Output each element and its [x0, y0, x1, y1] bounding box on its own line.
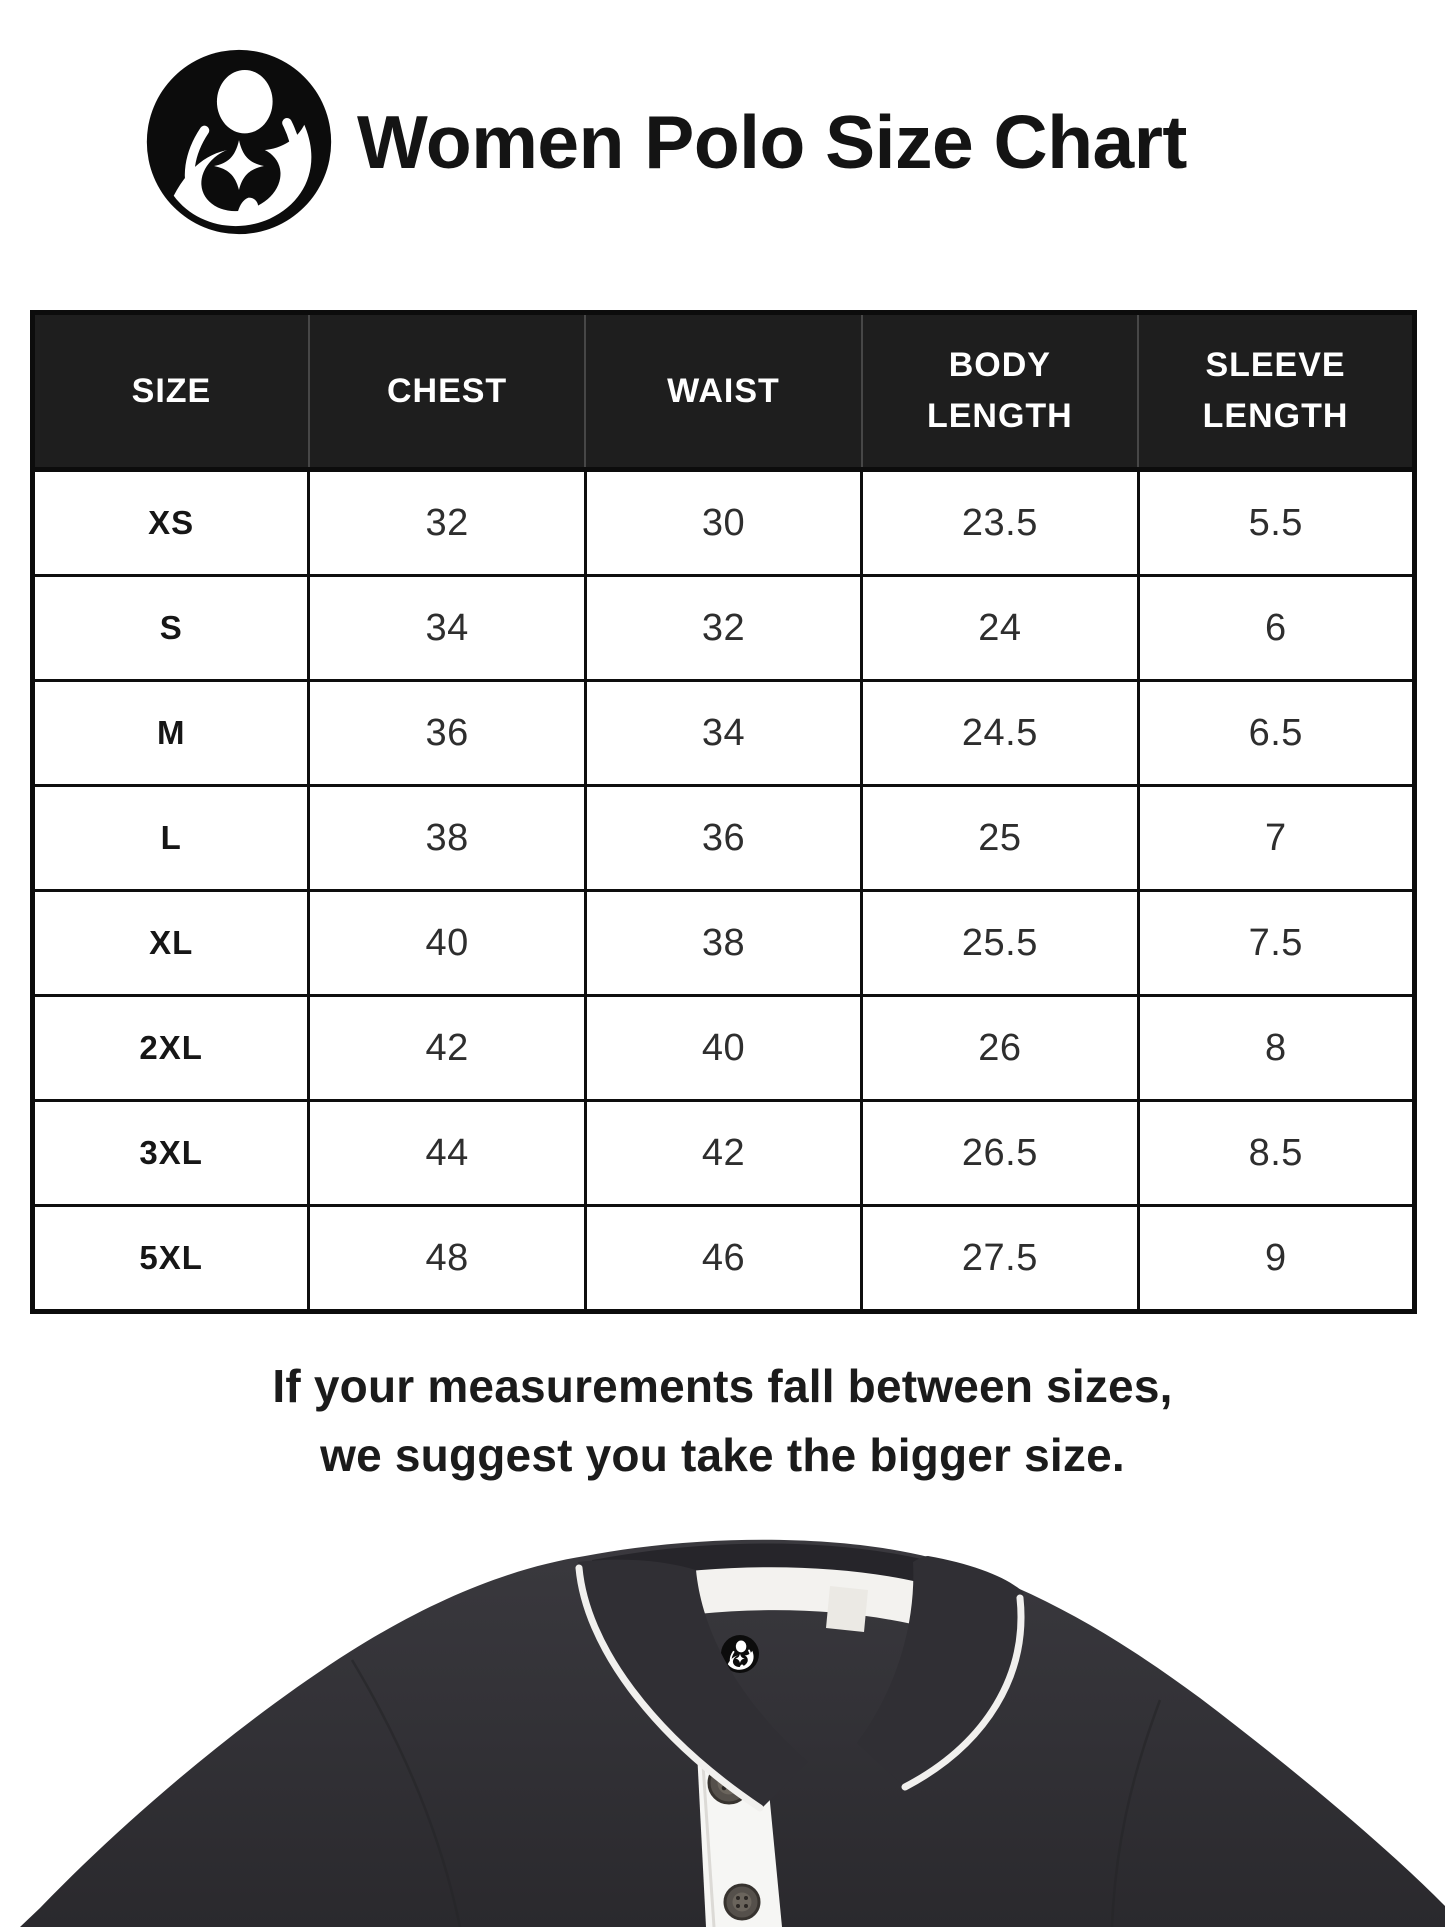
sizing-note-line2: we suggest you take the bigger size. — [320, 1429, 1125, 1481]
chest-cell: 38 — [309, 786, 585, 891]
size-cell: XS — [33, 470, 309, 576]
sizing-note-line1: If your measurements fall between sizes, — [272, 1360, 1173, 1412]
table-header — [33, 313, 1415, 470]
body-length-cell: 25 — [862, 786, 1138, 891]
waist-cell: 46 — [585, 1206, 861, 1312]
sleeve-length-cell: 5.5 — [1138, 470, 1414, 576]
body-length-cell: 27.5 — [862, 1206, 1138, 1312]
size-cell: S — [33, 576, 309, 681]
column-header-sleeve-length: SLEEVE LENGTH — [1138, 313, 1414, 470]
brand-logo-icon — [143, 46, 335, 238]
sizing-note — [0, 1352, 1445, 1490]
body-length-cell: 24.5 — [862, 681, 1138, 786]
table-row — [33, 470, 1415, 576]
table-row — [33, 786, 1415, 891]
sleeve-length-cell: 6.5 — [1138, 681, 1414, 786]
page-title: Women Polo Size Chart — [357, 100, 1187, 184]
waist-cell: 40 — [585, 996, 861, 1101]
table-row — [33, 891, 1415, 996]
polo-shirt-photo — [0, 1520, 1445, 1927]
body-length-cell: 26.5 — [862, 1101, 1138, 1206]
sleeve-length-cell: 8.5 — [1138, 1101, 1414, 1206]
chest-cell: 42 — [309, 996, 585, 1101]
table-row — [33, 996, 1415, 1101]
body-length-cell: 25.5 — [862, 891, 1138, 996]
column-header-body-length: BODY LENGTH — [862, 313, 1138, 470]
table-row — [33, 681, 1415, 786]
size-cell: 2XL — [33, 996, 309, 1101]
body-length-cell: 23.5 — [862, 470, 1138, 576]
column-header-waist: WAIST — [585, 313, 861, 470]
size-cell: M — [33, 681, 309, 786]
chest-cell: 44 — [309, 1101, 585, 1206]
body-length-cell: 26 — [862, 996, 1138, 1101]
sleeve-length-cell: 7.5 — [1138, 891, 1414, 996]
chest-cell: 40 — [309, 891, 585, 996]
button-bottom — [725, 1885, 759, 1919]
sleeve-length-cell: 6 — [1138, 576, 1414, 681]
sleeve-length-cell: 8 — [1138, 996, 1414, 1101]
size-cell: 3XL — [33, 1101, 309, 1206]
column-header-chest: CHEST — [309, 313, 585, 470]
size-cell: 5XL — [33, 1206, 309, 1312]
waist-cell: 42 — [585, 1101, 861, 1206]
sleeve-length-cell: 9 — [1138, 1206, 1414, 1312]
waist-cell: 36 — [585, 786, 861, 891]
size-cell: XL — [33, 891, 309, 996]
waist-cell: 30 — [585, 470, 861, 576]
table-body — [33, 470, 1415, 1312]
waist-cell: 34 — [585, 681, 861, 786]
chest-cell: 36 — [309, 681, 585, 786]
table-row — [33, 1101, 1415, 1206]
waist-cell: 38 — [585, 891, 861, 996]
chest-cell: 34 — [309, 576, 585, 681]
table-row — [33, 1206, 1415, 1312]
body-length-cell: 24 — [862, 576, 1138, 681]
chest-cell: 48 — [309, 1206, 585, 1312]
table-row — [33, 576, 1415, 681]
sleeve-length-cell: 7 — [1138, 786, 1414, 891]
column-header-size: SIZE — [33, 313, 309, 470]
neck-size-tag — [826, 1586, 868, 1632]
chest-cell: 32 — [309, 470, 585, 576]
size-chart-table — [30, 310, 1417, 1314]
page-header — [143, 46, 1187, 238]
waist-cell: 32 — [585, 576, 861, 681]
size-cell: L — [33, 786, 309, 891]
header-row — [33, 313, 1415, 470]
